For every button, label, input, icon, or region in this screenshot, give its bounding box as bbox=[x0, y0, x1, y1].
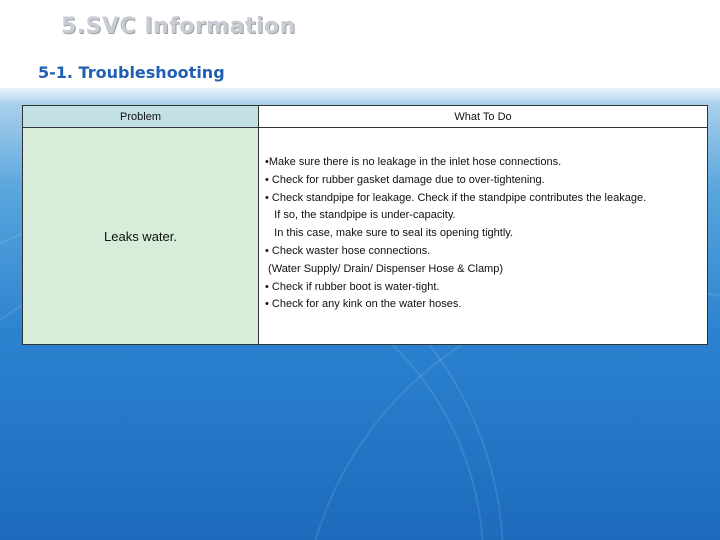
instruction-line: •Make sure there is no leakage in the inlet hose connections. bbox=[265, 156, 562, 168]
instruction-line: • Check for any kink on the water hoses. bbox=[265, 298, 462, 311]
header-problem: Problem bbox=[23, 106, 259, 128]
instruction-line: (Water Supply/ Drain/ Dispenser Hose & Clamp) bbox=[265, 262, 504, 275]
instruction-line: • Check for rubber gasket damage due to over-tightening. bbox=[265, 173, 545, 186]
instruction-line: • Check if rubber boot is water-tight. bbox=[265, 280, 440, 293]
what-to-do-cell bbox=[259, 128, 707, 344]
troubleshooting-table bbox=[22, 105, 708, 345]
problem-cell: Leaks water. bbox=[23, 128, 259, 344]
page-title: 5.SVC Information bbox=[61, 14, 296, 39]
header-what-to-do: What To Do bbox=[259, 106, 707, 128]
instruction-line: • Check standpipe for leakage. Check if the standpipe contributes the leakage. bbox=[265, 191, 647, 204]
instruction-line: In this case, make sure to seal its opening tightly. bbox=[265, 227, 514, 240]
instruction-line: If so, the standpipe is under-capacity. bbox=[265, 209, 456, 222]
section-subtitle: 5-1. Troubleshooting bbox=[38, 63, 225, 82]
instruction-line: • Check waster hose connections. bbox=[265, 244, 431, 257]
